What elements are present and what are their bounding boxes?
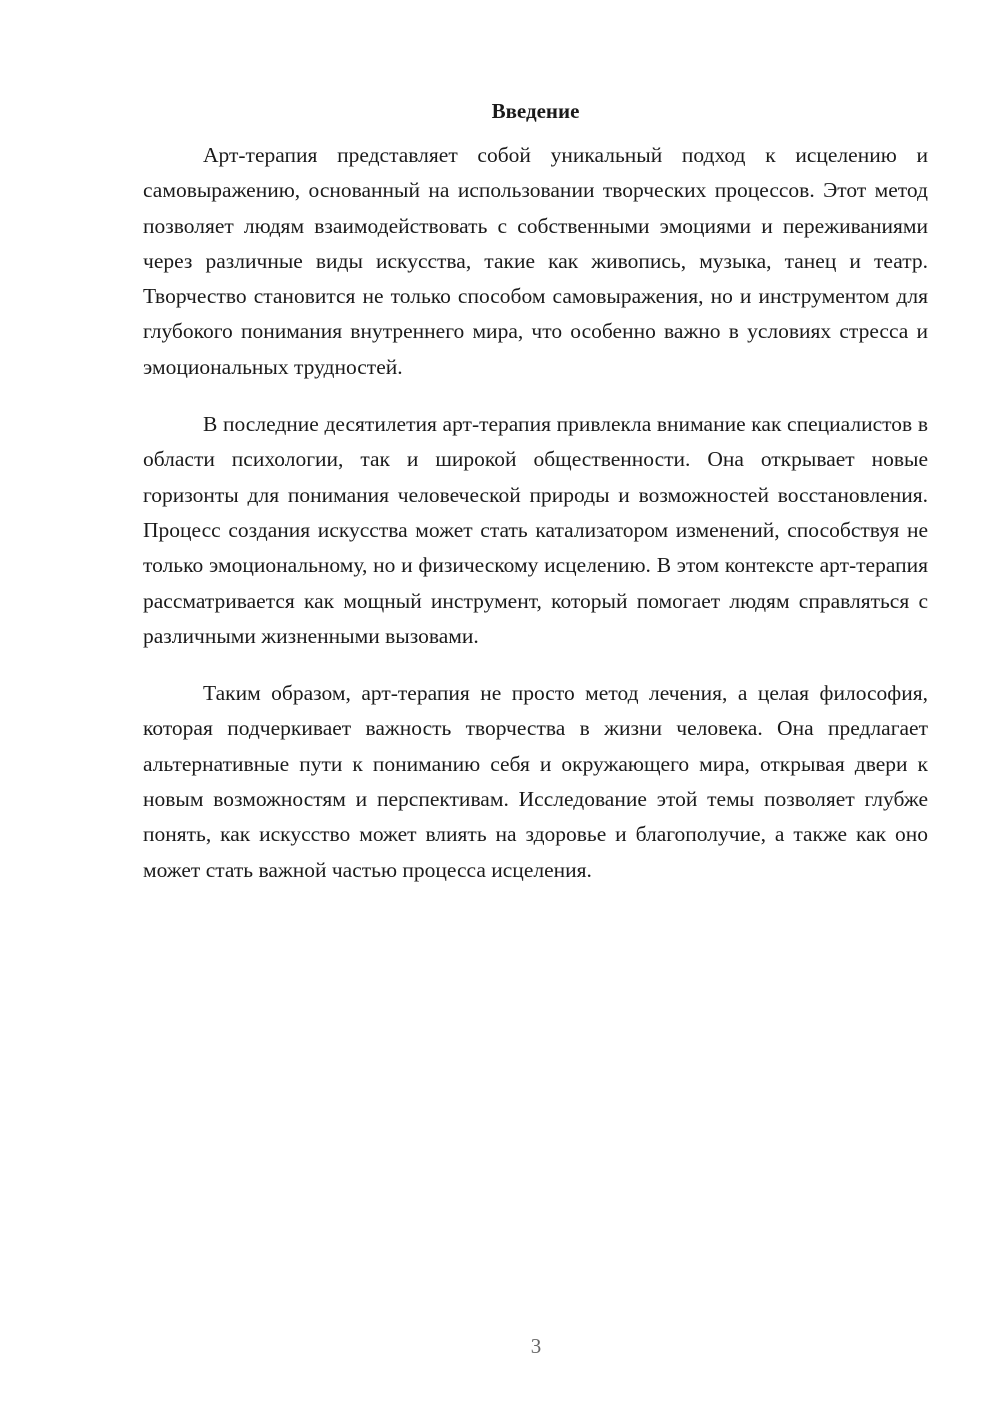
paragraph-2: В последние десятилетия арт-терапия привлекла внимание как специалистов в области психологии, так и широкой общественности. Она открывает новые горизонты для понимания человеческой природы и возможностей восстановления. Процесс создания искусства может стать катализатором изменений, способствуя не только эмоциональному, но и физическому исцелению. В этом контексте арт-терапия рассматривается как мощный инструмент, который помогает людям справляться с различными жизненными вызовами. <box>143 412 928 648</box>
paragraph-1: Арт-терапия представляет собой уникальный подход к исцелению и самовыражению, основанный на использовании творческих процессов. Этот метод позволяет людям взаимодействовать с собственными эмоциями и переживаниями через различные виды искусства, такие как живопись, музыка, танец и театр. Творчество становится не только способом самовыражения, но и инструментом для глубокого понимания внутреннего мира, что особенно важно в условиях стресса и эмоциональных трудностей. <box>143 143 928 379</box>
section-heading: Введение <box>491 99 580 123</box>
paragraph-3: Таким образом, арт-терапия не просто метод лечения, а целая философия, которая подчеркивает важность творчества в жизни человека. Она предлагает альтернативные пути к пониманию себя и окружающего мира, открывая двери к новым возможностям и перспективам. Исследование этой темы позволяет глубже понять, как искусство может влиять на здоровье и благополучие, а также как оно может стать важной частью процесса исцеления. <box>143 681 928 882</box>
page-content <box>143 96 928 910</box>
page-number: 3 <box>530 1334 542 1358</box>
